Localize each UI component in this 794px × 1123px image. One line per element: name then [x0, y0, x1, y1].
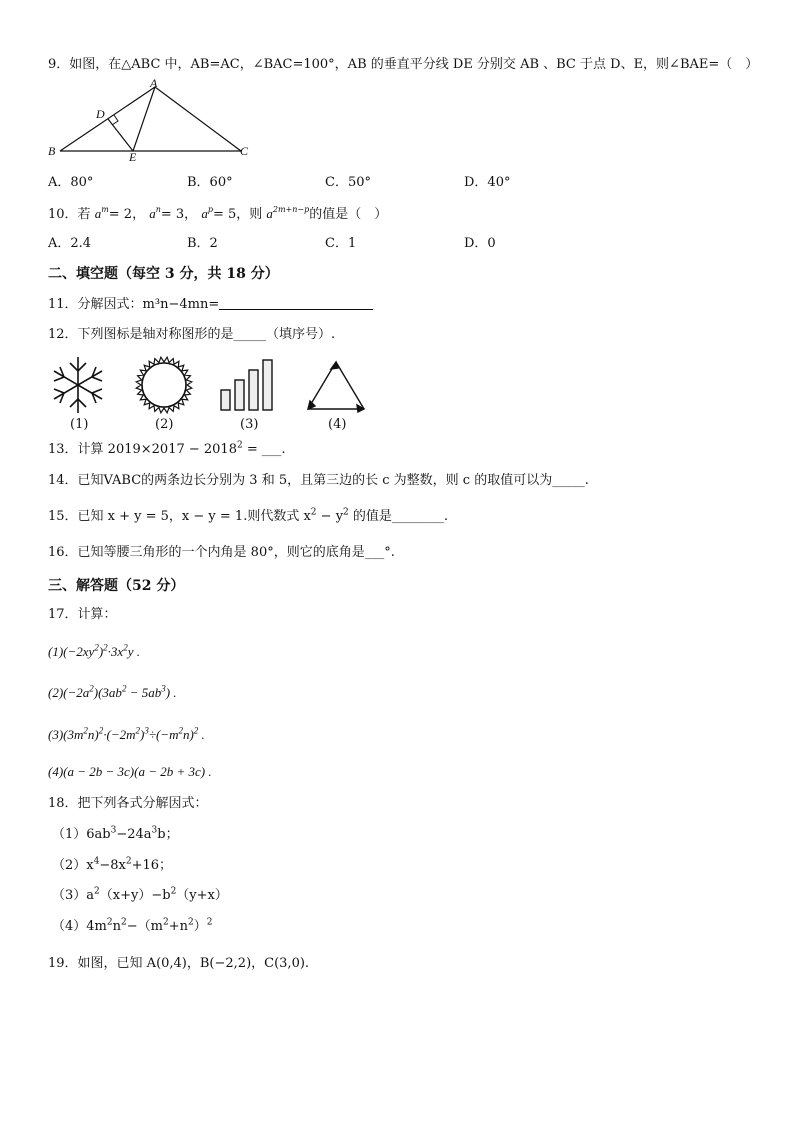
q9-option-c: C．50° [325, 175, 371, 190]
sun-icon [132, 355, 196, 415]
icon-label-4: (4) [328, 417, 347, 432]
question-19: 19．如图，已知 A(0,4)，B(−2,2)，C(3,0). [48, 956, 310, 971]
q9-option-a: A．80° [48, 175, 94, 190]
bar-chart-icon [218, 356, 278, 414]
vertex-a-label: A [150, 76, 158, 90]
q10-option-a: A．2.4 [48, 236, 92, 251]
triangle-abc-figure [40, 78, 260, 168]
q18-item-4: $(4)4m^2n^2-(m^2+n^2)^2$ [52, 917, 213, 934]
point-d-label: D [96, 107, 105, 121]
section-2-heading: 二、填空题（每空 3 分，共 18 分） [48, 266, 279, 282]
question-11: 11．分解因式：m³n−4mn= [48, 296, 373, 314]
question-16: 16．已知等腰三角形的一个内角是 80°，则它的底角是___°. [48, 545, 395, 560]
q17-item-4: (4)(a − 2b − 3c)(a − 2b + 3c) . [48, 764, 212, 779]
q17-item-1: $(1)(-2xy^2)^2\cdot 3x^2y$ . [48, 642, 140, 659]
q10-option-c: C．1 [325, 236, 357, 251]
q9-option-b: B．60° [187, 175, 233, 190]
sun-rays [136, 357, 192, 413]
question-12-text: 12．下列图标是轴对称图形的是_____（填序号）. [48, 327, 336, 342]
q17-item-3: $(3)(3m^2n)^2\cdot(-2m^2)^3\div(-m^2n)^2$ . [48, 725, 205, 742]
q18-item-1: $(1)6ab^3-24a^3b$； [52, 825, 179, 842]
question-14: 14．已知VABC的两条边长分别为 3 和 5，且第三边的长 c 为整数，则 c 的取值可以为_____. [48, 473, 589, 488]
question-15: 15．已知 x + y = 5，x − y = 1.则代数式 $x^2 - y^2$ 的值是________. [48, 507, 449, 524]
question-10-text: 10．若 $a^m= 2$， $a^n= 3$， $a^p= 5$，则 $a^{2m+n-p}$的值是（ ） [48, 205, 388, 222]
q10-option-d: D．0 [464, 236, 496, 251]
vertex-c-label: C [240, 144, 249, 158]
question-18-title: 18．把下列各式分解因式： [48, 796, 208, 811]
q9-option-d: D．40° [464, 175, 511, 190]
point-e-label: E [129, 150, 137, 164]
icon-label-2: (2) [155, 417, 174, 432]
question-9-text: 9．如图，在△ABC 中，AB=AC，∠BAC=100°，AB 的垂直平分线 DE 分别交 AB 、BC 于点 D、E，则∠BAE=（ ） [48, 57, 759, 72]
q18-item-3: $(3)a^2(x+y)-b^2(y+x)$ [52, 886, 228, 903]
question-13: 13．计算 $2019\times 2017 - 2018^2$ = ___. [48, 440, 286, 457]
q17-item-2: $(2)(-2a^2)(3ab^2 - 5ab^3)$ . [48, 683, 177, 700]
snowflake-icon [46, 355, 110, 415]
icon-label-3: (3) [240, 417, 259, 432]
cycle-triangle-icon [302, 357, 370, 415]
question-17-title: 17．计算： [48, 607, 117, 622]
vertex-b-label: B [48, 144, 56, 158]
icon-label-1: (1) [70, 417, 89, 432]
q18-item-2: $(2)x^4-8x^2+16$； [52, 856, 173, 873]
q10-option-b: B．2 [187, 236, 218, 251]
section-3-heading: 三、解答题（52 分） [48, 578, 185, 594]
